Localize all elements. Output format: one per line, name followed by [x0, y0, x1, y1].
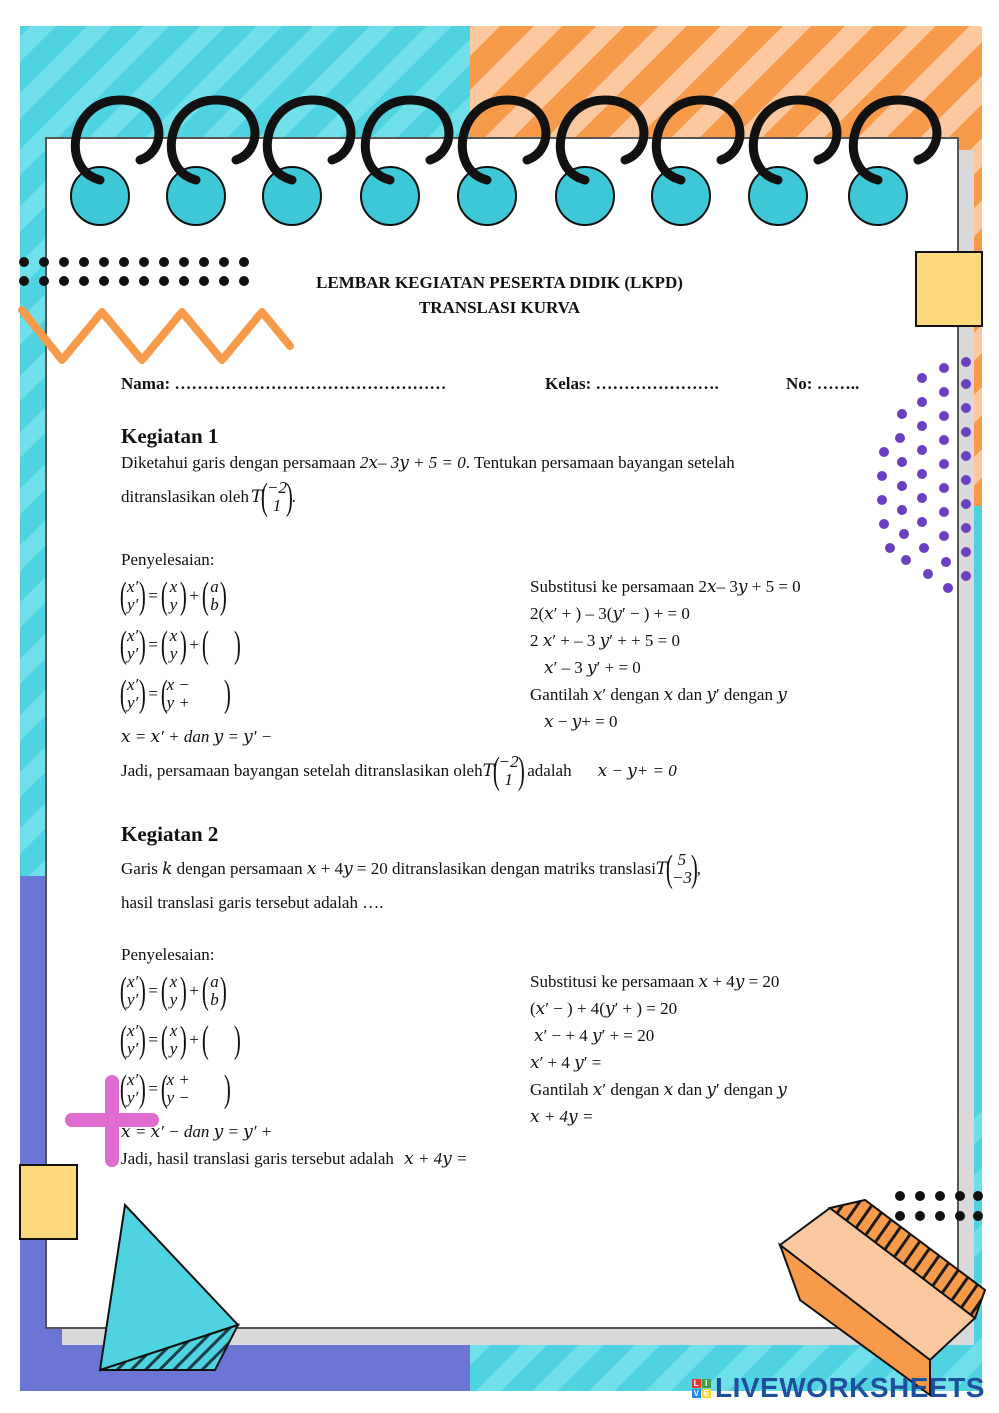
kegiatan1-solution-label: Penyelesaian:	[121, 550, 215, 569]
no-field[interactable]: No: ……..	[786, 374, 860, 393]
k2-vector-blank[interactable]: ( )	[201, 1019, 242, 1061]
k2-eq-row3: ( x′ y′ ) = ( x + y − )	[119, 1068, 231, 1110]
k1-right-line2: 2(𝑥′ + ) – 3(𝑦′ − ) + = 0	[530, 604, 690, 623]
k1-eq-row2: ( x′ y′ ) = ( x y ) + ( )	[119, 624, 242, 666]
k1-right-line4: 𝑥′ – 3 𝑦′ + = 0	[544, 658, 641, 677]
k2-right-line1: Substitusi ke persamaan 𝑥 + 4𝑦 = 20	[530, 972, 780, 991]
liveworksheets-text: LIVEWORKSHEETS	[715, 1372, 985, 1403]
title-line2: TRANSLASI KURVA	[418, 298, 581, 317]
k2-eq-row4: 𝑥 = 𝑥′ − dan 𝑦 = 𝑦′ +	[121, 1122, 273, 1141]
k2-right-line3: 𝑥′ − + 4 𝑦′ + = 20	[534, 1026, 655, 1045]
liveworksheets-badge-icon: L I V E	[693, 1378, 710, 1398]
k1-right-line3: 2 𝑥′ + – 3 𝑦′ + + 5 = 0	[530, 631, 680, 650]
k2-right-line5: Gantilah 𝑥′ dengan 𝑥 dan 𝑦′ dengan 𝑦	[530, 1080, 787, 1099]
k2-conclusion: Jadi, hasil translasi garis tersebut adalah 𝑥 + 4𝑦 =	[121, 1149, 468, 1168]
k2-right-line4: 𝑥′ + 4 𝑦′ =	[530, 1053, 602, 1072]
kegiatan2-solution-label: Penyelesaian:	[121, 945, 215, 964]
k1-vector-blank[interactable]: ( )	[201, 624, 242, 666]
k2-eq-row2: ( x′ y′ ) = ( x y ) + ( )	[119, 1019, 242, 1061]
k1-eq-row1: ( x′ y′ ) = ( x y ) + ( a b )	[119, 575, 228, 617]
title-line1: LEMBAR KEGIATAN PESERTA DIDIK (LKPD)	[316, 273, 683, 292]
kegiatan2-problem-line1: Garis 𝑘 dengan persamaan 𝑥 + 4𝑦 = 20 ditranslasikan dengan matriks translasi 𝑇 ( 5 −3 ) ,	[121, 848, 701, 890]
k1-eq-row3: ( x′ y′ ) = ( x − y + )	[119, 673, 231, 715]
k2-right-line2: (𝑥′ − ) + 4(𝑦′ + ) = 20	[530, 999, 678, 1018]
k1-conclusion: Jadi, persamaan bayangan setelah ditranslasikan oleh 𝑇 ( −2 1 ) adalah 𝑥 − 𝑦+ = 0	[121, 750, 677, 792]
kegiatan1-problem-line2: ditranslasikan oleh 𝑇 ( −2 1 ) .	[121, 476, 296, 518]
k1-right-line6: 𝑥 − 𝑦+ = 0	[544, 712, 618, 731]
yellow-tab-left	[20, 1165, 77, 1239]
kegiatan2-problem-line2: hasil translasi garis tersebut adalah ….	[121, 893, 384, 912]
liveworksheets-logo[interactable]	[692, 1372, 985, 1404]
k1-right-line1: Substitusi ke persamaan 2𝑥– 3𝑦 + 5 = 0	[530, 577, 801, 596]
translation-vector: ( −2 1 )	[261, 476, 293, 518]
kegiatan1-heading: Kegiatan 1	[121, 424, 219, 448]
kegiatan1-problem-line1: Diketahui garis dengan persamaan 2𝑥– 3𝑦 + 5 = 0. Tentukan persamaan bayangan setelah	[121, 453, 735, 472]
kegiatan2-heading: Kegiatan 2	[121, 822, 219, 846]
k2-eq-row1: ( x′ y′ ) = ( x y ) + ( a b )	[119, 970, 228, 1012]
k1-right-line5: Gantilah 𝑥′ dengan 𝑥 dan 𝑦′ dengan 𝑦	[530, 685, 787, 704]
k2-right-line6: 𝑥 + 4𝑦 =	[530, 1107, 594, 1126]
k1-eq-row4: 𝑥 = 𝑥′ + dan 𝑦 = 𝑦′ −	[121, 727, 273, 746]
kelas-field[interactable]: Kelas: ………………….	[545, 374, 719, 393]
nama-field[interactable]: Nama: …………………………………………	[121, 374, 447, 393]
